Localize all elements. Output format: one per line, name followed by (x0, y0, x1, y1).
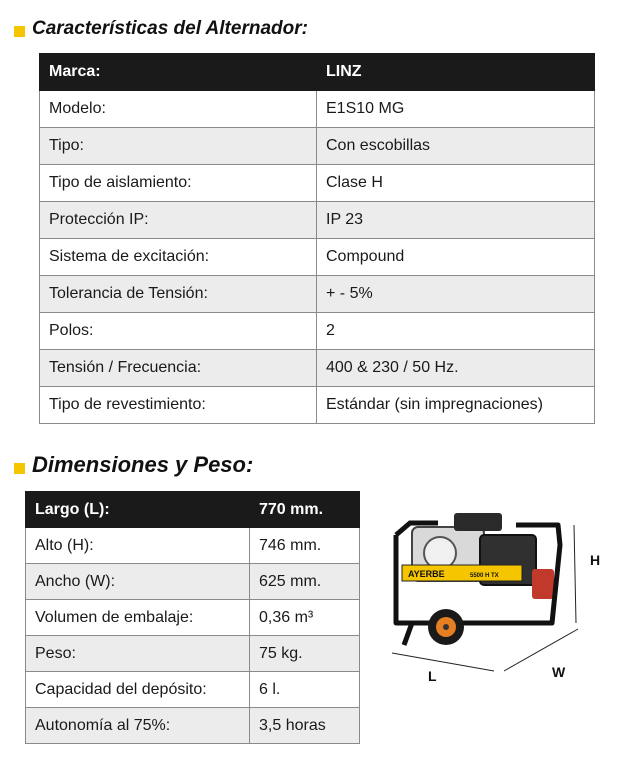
dimensions-title-text: Dimensiones y Peso: (32, 452, 254, 477)
yellow-square-bullet-icon (14, 463, 25, 474)
dim-value: 625 mm. (250, 564, 360, 600)
table-row (40, 202, 595, 239)
dim-value: 3,5 horas (250, 708, 360, 744)
height-label: H (590, 552, 601, 568)
spec-label: Marca: (40, 54, 317, 91)
length-dimension-line (392, 653, 494, 671)
table-row (40, 165, 595, 202)
table-row (40, 350, 595, 387)
alternator-specs-table (39, 53, 595, 424)
spec-value: LINZ (317, 54, 595, 91)
height-dimension-line (574, 525, 576, 623)
length-label: L (428, 668, 437, 683)
yellow-square-bullet-icon (14, 26, 25, 37)
table-row (40, 276, 595, 313)
table-row (40, 313, 595, 350)
spec-label: Modelo: (40, 91, 317, 128)
spec-value: Compound (317, 239, 595, 276)
spec-value: + - 5% (317, 276, 595, 313)
table-row (40, 387, 595, 424)
spec-value: Clase H (317, 165, 595, 202)
dim-value: 746 mm. (250, 528, 360, 564)
width-label: W (552, 664, 566, 680)
table-row (26, 600, 360, 636)
table-row (26, 708, 360, 744)
dim-label: Largo (L): (26, 492, 250, 528)
spec-label: Protección IP: (40, 202, 317, 239)
spec-label: Polos: (40, 313, 317, 350)
model-text: 5500 H TX (470, 573, 499, 579)
width-dimension-line (504, 629, 578, 671)
table-row (26, 672, 360, 708)
wheel-hub (443, 624, 449, 630)
dim-label: Alto (H): (26, 528, 250, 564)
table-row (40, 128, 595, 165)
spec-label: Tolerancia de Tensión: (40, 276, 317, 313)
table-row (40, 91, 595, 128)
spec-value: Estándar (sin impregnaciones) (317, 387, 595, 424)
dim-label: Peso: (26, 636, 250, 672)
frame-leg (404, 623, 412, 645)
table-header-row (26, 492, 360, 528)
dim-label: Volumen de embalaje: (26, 600, 250, 636)
table-row (26, 636, 360, 672)
alternator-section-title (14, 18, 308, 40)
spec-value: IP 23 (317, 202, 595, 239)
spec-label: Tipo de revestimiento: (40, 387, 317, 424)
spec-value: E1S10 MG (317, 91, 595, 128)
control-panel (532, 569, 554, 599)
engine-cover (424, 537, 456, 569)
dim-label: Capacidad del depósito: (26, 672, 250, 708)
spec-label: Tipo: (40, 128, 317, 165)
table-row (40, 239, 595, 276)
table-row (26, 528, 360, 564)
fuel-tank (454, 513, 502, 531)
spec-value: Con escobillas (317, 128, 595, 165)
dim-value: 6 l. (250, 672, 360, 708)
spec-label: Tipo de aislamiento: (40, 165, 317, 202)
table-row (26, 564, 360, 600)
generator-illustration (382, 505, 614, 683)
spec-label: Sistema de excitación: (40, 239, 317, 276)
spec-value: 400 & 230 / 50 Hz. (317, 350, 595, 387)
dim-label: Ancho (W): (26, 564, 250, 600)
spec-value: 2 (317, 313, 595, 350)
dimensions-table (25, 491, 360, 744)
dimensions-section-title (14, 452, 253, 478)
dim-value: 75 kg. (250, 636, 360, 672)
dim-value: 770 mm. (250, 492, 360, 528)
brand-logo-text: AYERBE (408, 569, 445, 579)
dim-label: Autonomía al 75%: (26, 708, 250, 744)
spec-label: Tensión / Frecuencia: (40, 350, 317, 387)
alternator-title-text: Características del Alternador: (32, 18, 308, 39)
table-header-row (40, 54, 595, 91)
dim-value: 0,36 m³ (250, 600, 360, 636)
